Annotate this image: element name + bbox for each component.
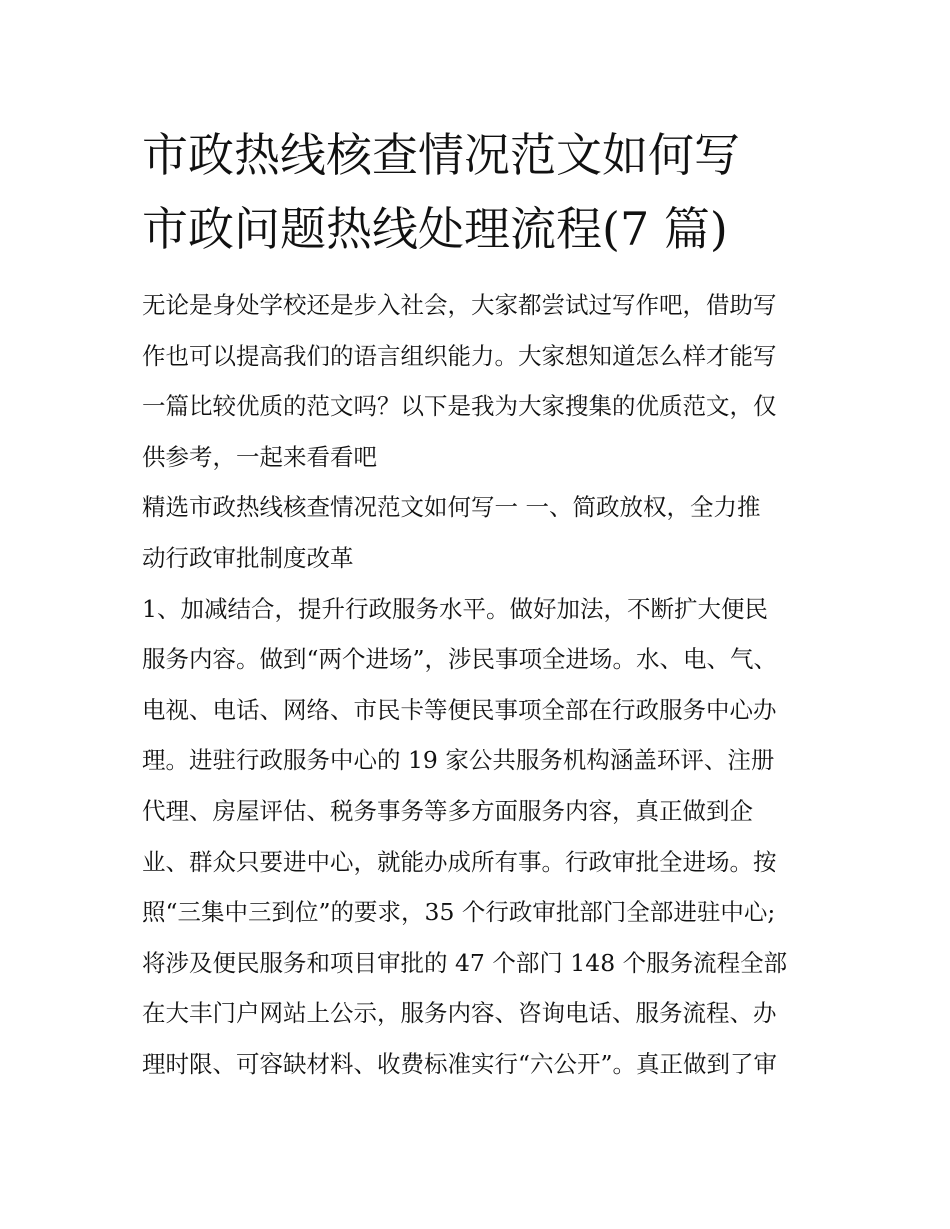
document-body [142, 280, 822, 1090]
title-line: 市政问题热线处理流程(7 篇) [142, 202, 728, 256]
body-line: 将涉及便民服务和项目审批的 47 个部门 148 个服务流程全部 [142, 948, 788, 977]
document-title [142, 118, 842, 266]
body-line: 代理、房屋评估、税务事务等多方面服务内容，真正做到企 [142, 796, 753, 825]
body-line: 供参考，一起来看看吧 [142, 442, 377, 471]
body-line: 理。进驻行政服务中心的 19 家公共服务机构涵盖环评、注册 [142, 746, 775, 775]
body-line: 电视、电话、网络、市民卡等便民事项全部在行政服务中心办 [142, 695, 777, 724]
body-line: 照“三集中三到位”的要求，35 个行政审批部门全部进驻中心; [142, 898, 776, 927]
title-line: 市政热线核查情况范文如何写 [142, 128, 740, 182]
section-heading-line: 动行政审批制度改革 [142, 543, 354, 572]
section-heading-line: 精选市政热线核查情况范文如何写一 一、简政放权，全力推 [142, 493, 761, 522]
body-line: 在大丰门户网站上公示，服务内容、咨询电话、服务流程、办 [142, 999, 777, 1028]
body-line: 1、加减结合，提升行政服务水平。做好加法，不断扩大便民 [142, 594, 768, 623]
body-line: 作也可以提高我们的语言组织能力。大家想知道怎么样才能写 [142, 341, 777, 370]
body-line: 无论是身处学校还是步入社会，大家都尝试过写作吧，借助写 [142, 291, 777, 319]
body-line: 一篇比较优质的范文吗？以下是我为大家搜集的优质范文，仅 [142, 392, 777, 421]
body-line: 业、群众只要进中心，就能办成所有事。行政审批全进场。按 [142, 847, 777, 876]
body-line: 理时限、可容缺材料、收费标准实行“六公开”。真正做到了审 [142, 1049, 778, 1078]
body-line: 服务内容。做到“两个进场”，涉民事项全进场。水、电、气、 [142, 645, 778, 674]
